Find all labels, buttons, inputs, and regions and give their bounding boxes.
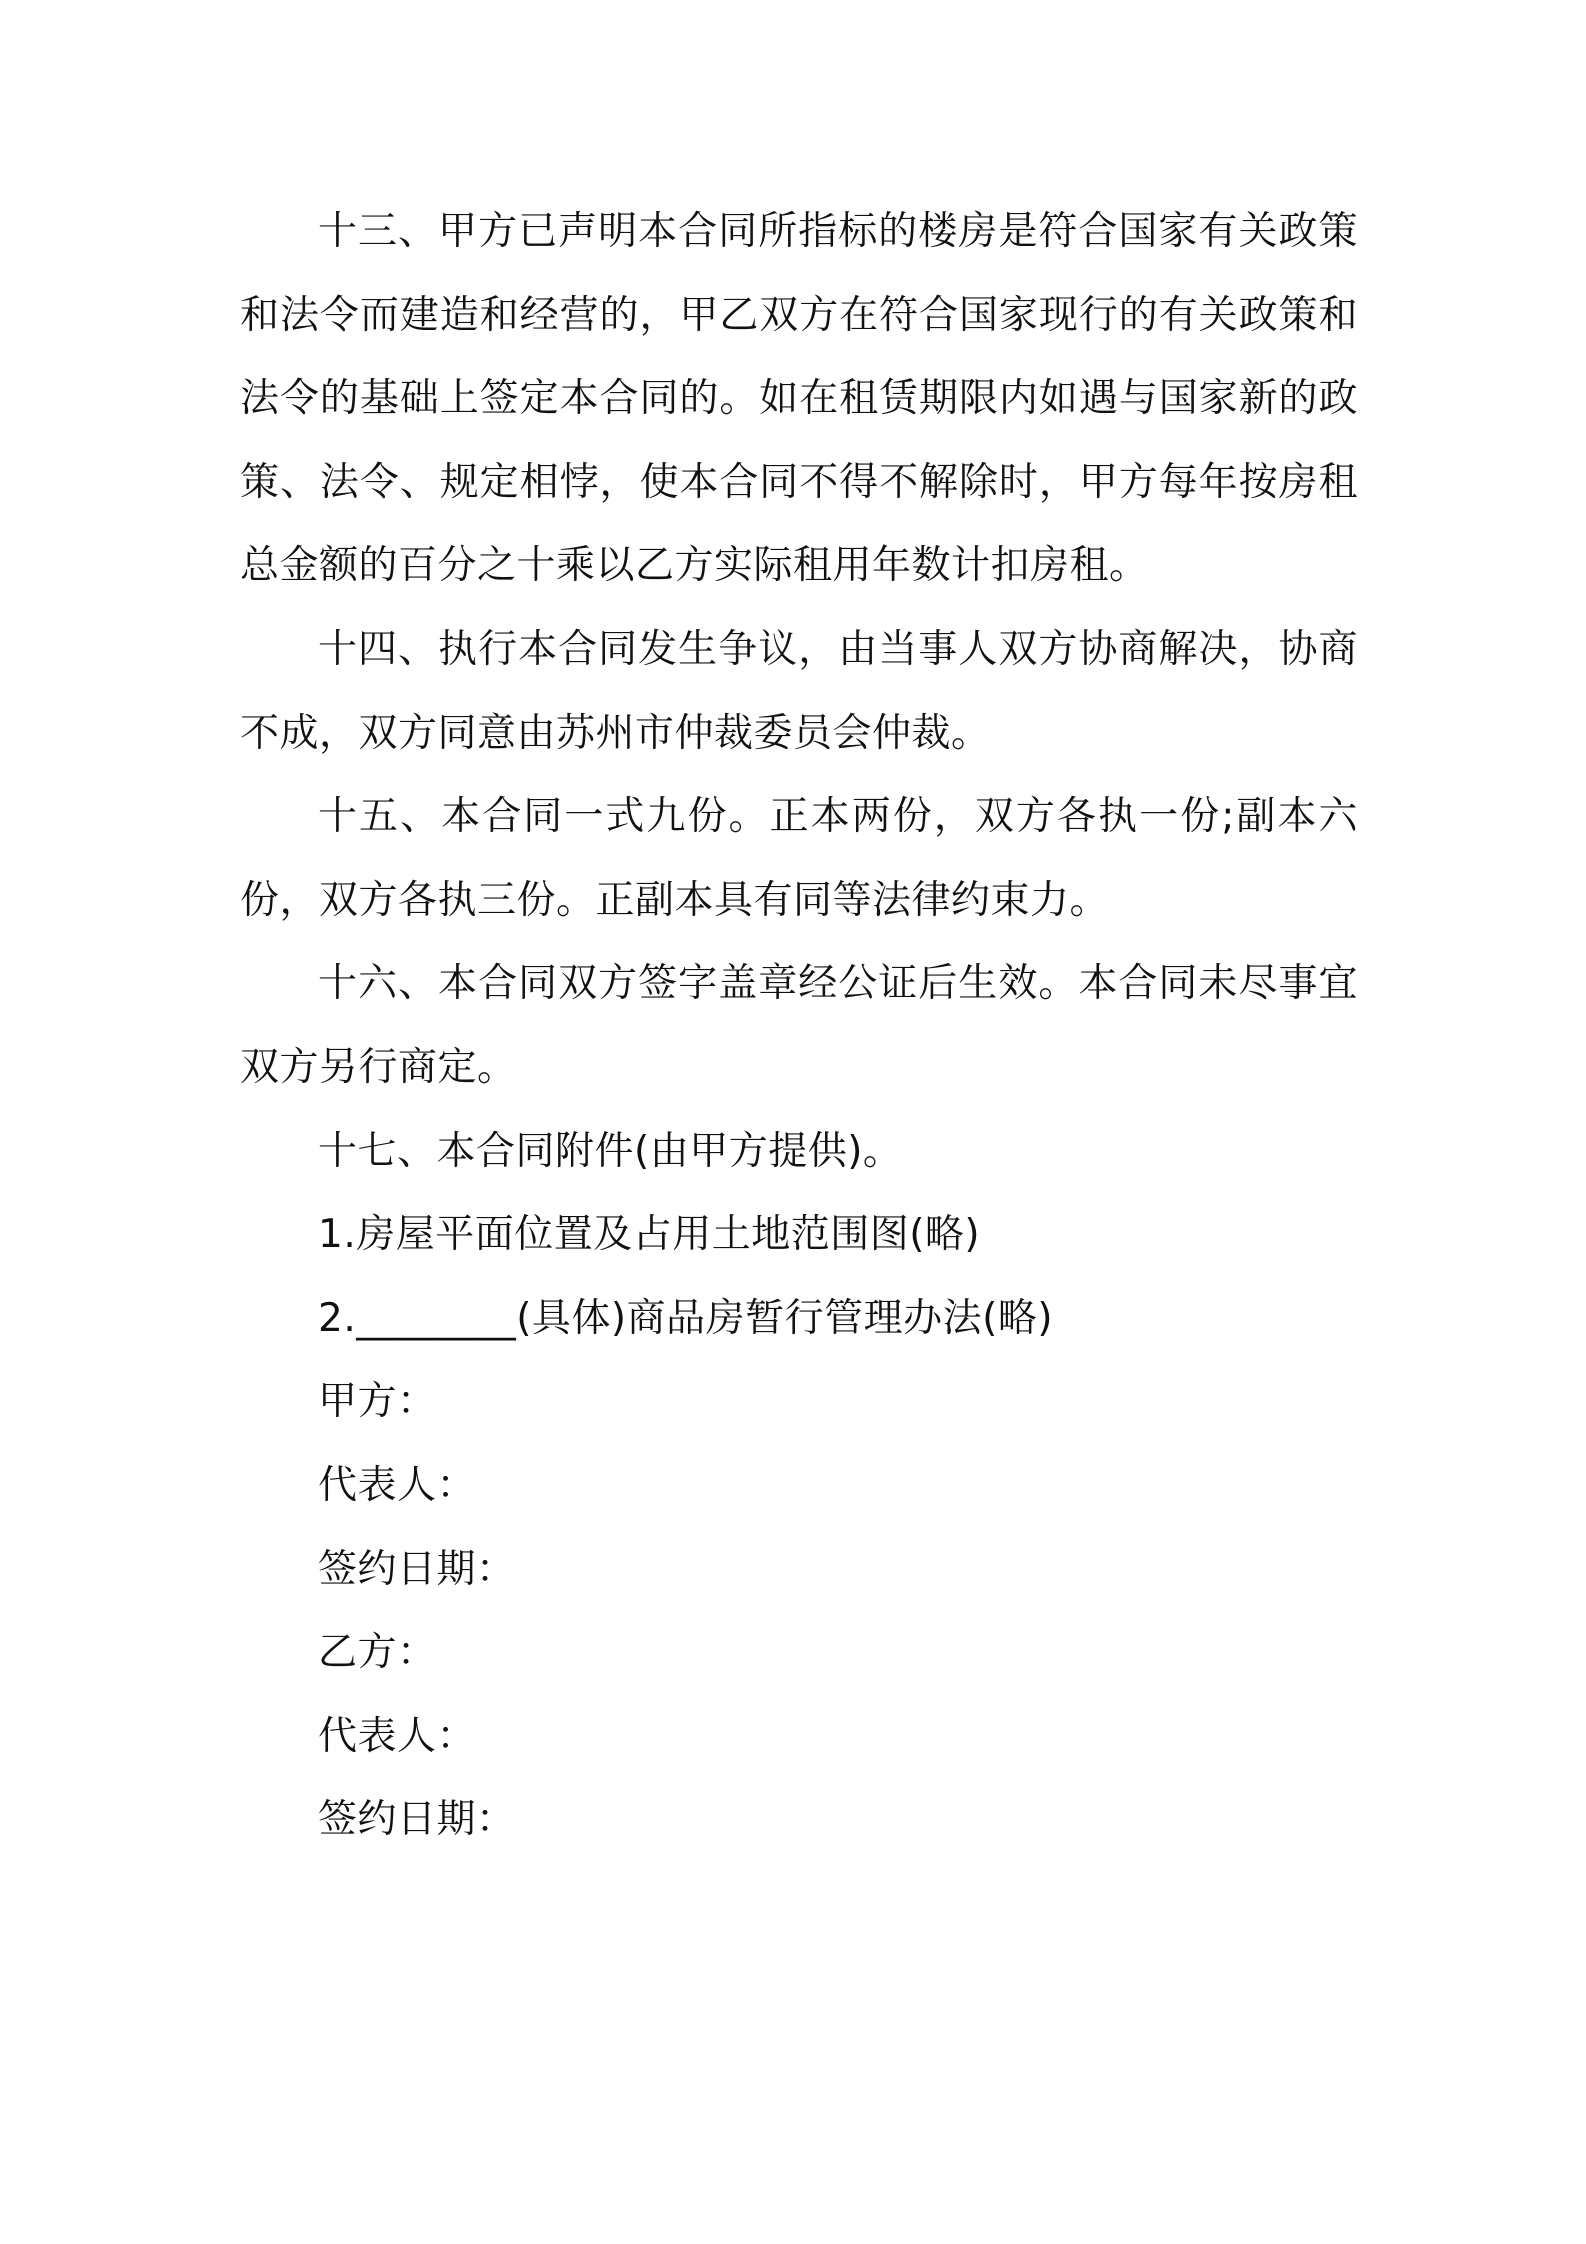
party-b-label: 乙方： [318,1630,437,1676]
clause-14: 十四、执行本合同发生争议，由当事人双方协商解决，协商不成，双方同意由苏州市仲裁委员会仲裁。 [240,626,1358,756]
clause-17: 十七、本合同附件(由甲方提供)。 [318,1128,903,1174]
document-body [240,190,1358,1862]
attachment-2: 2.________(具体)商品房暂行管理办法(略) [318,1295,1054,1341]
attachment-1: 1.房屋平面位置及占用土地范围图(略) [318,1212,981,1258]
clause-13: 十三、甲方已声明本合同所指标的楼房是符合国家有关政策和法令而建造和经营的，甲乙双方在符合国家现行的有关政策和法令的基础上签定本合同的。如在租赁期限内如遇与国家新的政策、法令、规定相悖，使本合同不得不解除时，甲方每年按房租总金额的百分之十乘以乙方实际租用年数计扣房租。 [240,209,1358,589]
clause-16: 十六、本合同双方签字盖章经公证后生效。本合同未尽事宜双方另行商定。 [240,961,1358,1090]
party-b-sign-date-label: 签约日期： [318,1797,516,1843]
party-b-representative-label: 代表人： [318,1713,477,1759]
party-a-representative-label: 代表人： [318,1462,477,1508]
clause-15: 十五、本合同一式九份。正本两份，双方各执一份;副本六份，双方各执三份。正副本具有同等法律约束力。 [240,794,1358,923]
party-a-label: 甲方： [318,1379,437,1425]
party-a-sign-date-label: 签约日期： [318,1546,516,1592]
